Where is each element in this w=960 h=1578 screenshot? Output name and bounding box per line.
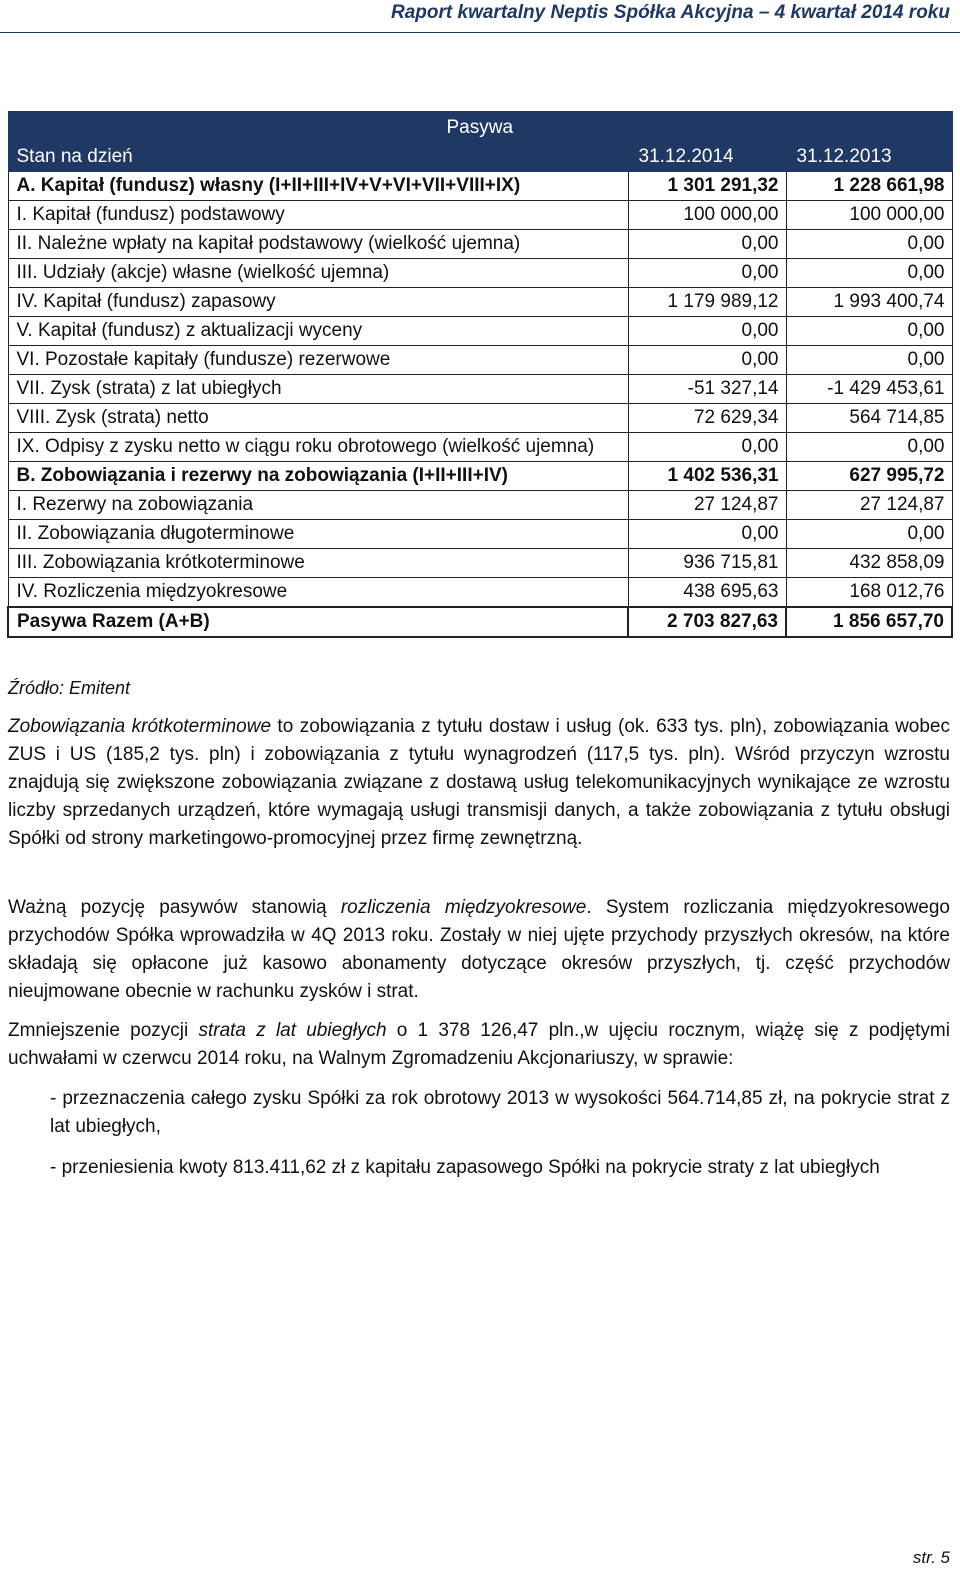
table-row	[8, 578, 952, 608]
paragraph-text: o 1 378 126,47 pln.,w ujęciu rocznym, wiążę się z podjętymi uchwałami w czerwcu 2014 roku, na Walnym Zgromadzeniu Akcjonariuszy, w sprawie:	[8, 1020, 950, 1069]
source-note: Źródło: Emitent	[8, 678, 131, 698]
value-2013: 0,00	[786, 346, 952, 375]
value-2014: 438 695,63	[628, 578, 786, 608]
row-label: V. Kapitał (fundusz) z aktualizacji wyceny	[8, 317, 628, 346]
value-2013: 1 228 661,98	[786, 172, 952, 201]
value-2013: 0,00	[786, 317, 952, 346]
list-item: - przeniesienia kwoty 813.411,62 zł z kapitału zapasowego Spółki na pokrycie straty z lat ubiegłych	[50, 1157, 880, 1178]
table-row	[8, 375, 952, 404]
value-2013: 564 714,85	[786, 404, 952, 433]
paragraph-text: . System rozliczania międzyokresowego przychodów Spółka wprowadziła w 4Q 2013 roku. Zostały w niej ujęte przychody przyszłych okresów, na które składają się opłacone już kasowo abonamenty dotyczące okresów przyszłych, tj. część przychodów nieujmowane obecnie w rachunku zysków i strat.	[8, 897, 950, 1002]
value-2014: -51 327,14	[628, 375, 786, 404]
row-label: III. Udziały (akcje) własne (wielkość ujemna)	[8, 259, 628, 288]
row-label: II. Zobowiązania długoterminowe	[8, 520, 628, 549]
value-2014: 1 301 291,32	[628, 172, 786, 201]
column-header-2013: 31.12.2013	[786, 143, 952, 172]
value-2014: 0,00	[628, 230, 786, 259]
paragraph-prior-years-loss	[8, 1017, 950, 1073]
date-label: Stan na dzień	[8, 143, 628, 172]
row-label: I. Rezerwy na zobowiązania	[8, 491, 628, 520]
table-row	[8, 462, 952, 491]
term-prior-years-loss: strata z lat ubiegłych	[198, 1020, 387, 1041]
table-row	[8, 288, 952, 317]
paragraph-text: to zobowiązania z tytułu dostaw i usług (ok. 633 tys. pln), zobowiązania wobec ZUS i US (185,2 tys. pln) i zobowiązania z tytułu wynagrodzeń (117,5 tys. pln). Wśród przyczyn wzrostu znajdują się zwiększone zobowiązania związane z dostawą usług telekomunikacyjnych wynikające ze wzrostu liczby sprzedanych urządzeń, które wymagają usługi transmisji danych, a także zobowiązania z tytułu obsługi Spółki od strony marketingowo-promocyjnej przez firmę zewnętrzną.	[8, 716, 950, 849]
row-label: IX. Odpisy z zysku netto w ciągu roku obrotowego (wielkość ujemna)	[8, 433, 628, 462]
value-2013: 0,00	[786, 259, 952, 288]
value-2014: 0,00	[628, 520, 786, 549]
value-2013: 627 995,72	[786, 462, 952, 491]
value-2013: -1 429 453,61	[786, 375, 952, 404]
value-2014: 0,00	[628, 346, 786, 375]
table-title-row	[8, 112, 952, 143]
value-2014: 1 402 536,31	[628, 462, 786, 491]
row-label: II. Należne wpłaty na kapitał podstawowy (wielkość ujemna)	[8, 230, 628, 259]
page-number: str. 5	[912, 1548, 950, 1567]
value-2013: 0,00	[786, 520, 952, 549]
paragraph-accruals	[8, 894, 950, 1006]
header-divider	[0, 32, 960, 33]
term-short-term-liabilities: Zobowiązania krótkoterminowe	[8, 716, 272, 737]
value-2014: 2 703 827,63	[628, 607, 786, 637]
table-row	[8, 607, 952, 637]
value-2014: 0,00	[628, 259, 786, 288]
table-row	[8, 549, 952, 578]
table-title: Pasywa	[446, 117, 514, 138]
report-header-title: Raport kwartalny Neptis Spółka Akcyjna – 4 kwartał 2014 roku	[391, 2, 950, 23]
table-row	[8, 404, 952, 433]
table-header-row	[8, 143, 952, 172]
row-label: VII. Zysk (strata) z lat ubiegłych	[8, 375, 628, 404]
table-row	[8, 317, 952, 346]
table-row	[8, 259, 952, 288]
row-label: B. Zobowiązania i rezerwy na zobowiązania (I+II+III+IV)	[8, 462, 628, 491]
value-2013: 100 000,00	[786, 201, 952, 230]
paragraph-text: Zmniejszenie pozycji	[8, 1020, 199, 1041]
value-2014: 0,00	[628, 317, 786, 346]
value-2014: 27 124,87	[628, 491, 786, 520]
row-label: Pasywa Razem (A+B)	[8, 607, 628, 637]
list-item: - przeznaczenia całego zysku Spółki za rok obrotowy 2013 w wysokości 564.714,85 zł, na pokrycie strat z lat ubiegłych,	[50, 1088, 950, 1137]
paragraph-text: Ważną pozycję pasywów stanowią	[8, 897, 341, 918]
value-2013: 168 012,76	[786, 578, 952, 608]
value-2013: 432 858,09	[786, 549, 952, 578]
value-2013: 0,00	[786, 230, 952, 259]
value-2013: 1 856 657,70	[786, 607, 952, 637]
table-row	[8, 201, 952, 230]
row-label: III. Zobowiązania krótkoterminowe	[8, 549, 628, 578]
row-label: VIII. Zysk (strata) netto	[8, 404, 628, 433]
value-2014: 0,00	[628, 433, 786, 462]
row-label: I. Kapitał (fundusz) podstawowy	[8, 201, 628, 230]
row-label: IV. Rozliczenia międzyokresowe	[8, 578, 628, 608]
value-2014: 72 629,34	[628, 404, 786, 433]
term-accruals: rozliczenia międzyokresowe	[340, 897, 587, 918]
table-row	[8, 230, 952, 259]
row-label: VI. Pozostałe kapitały (fundusze) rezerwowe	[8, 346, 628, 375]
liabilities-table	[7, 111, 953, 638]
value-2014: 100 000,00	[628, 201, 786, 230]
value-2014: 936 715,81	[628, 549, 786, 578]
row-label: IV. Kapitał (fundusz) zapasowy	[8, 288, 628, 317]
table-row	[8, 172, 952, 201]
paragraph-short-term-liabilities	[8, 713, 950, 853]
value-2014: 1 179 989,12	[628, 288, 786, 317]
value-2013: 1 993 400,74	[786, 288, 952, 317]
table-row	[8, 433, 952, 462]
table-row	[8, 491, 952, 520]
row-label: A. Kapitał (fundusz) własny (I+II+III+IV+V+VI+VII+VIII+IX)	[8, 172, 628, 201]
value-2013: 27 124,87	[786, 491, 952, 520]
table-row	[8, 520, 952, 549]
value-2013: 0,00	[786, 433, 952, 462]
table-row	[8, 346, 952, 375]
column-header-2014: 31.12.2014	[628, 143, 786, 172]
